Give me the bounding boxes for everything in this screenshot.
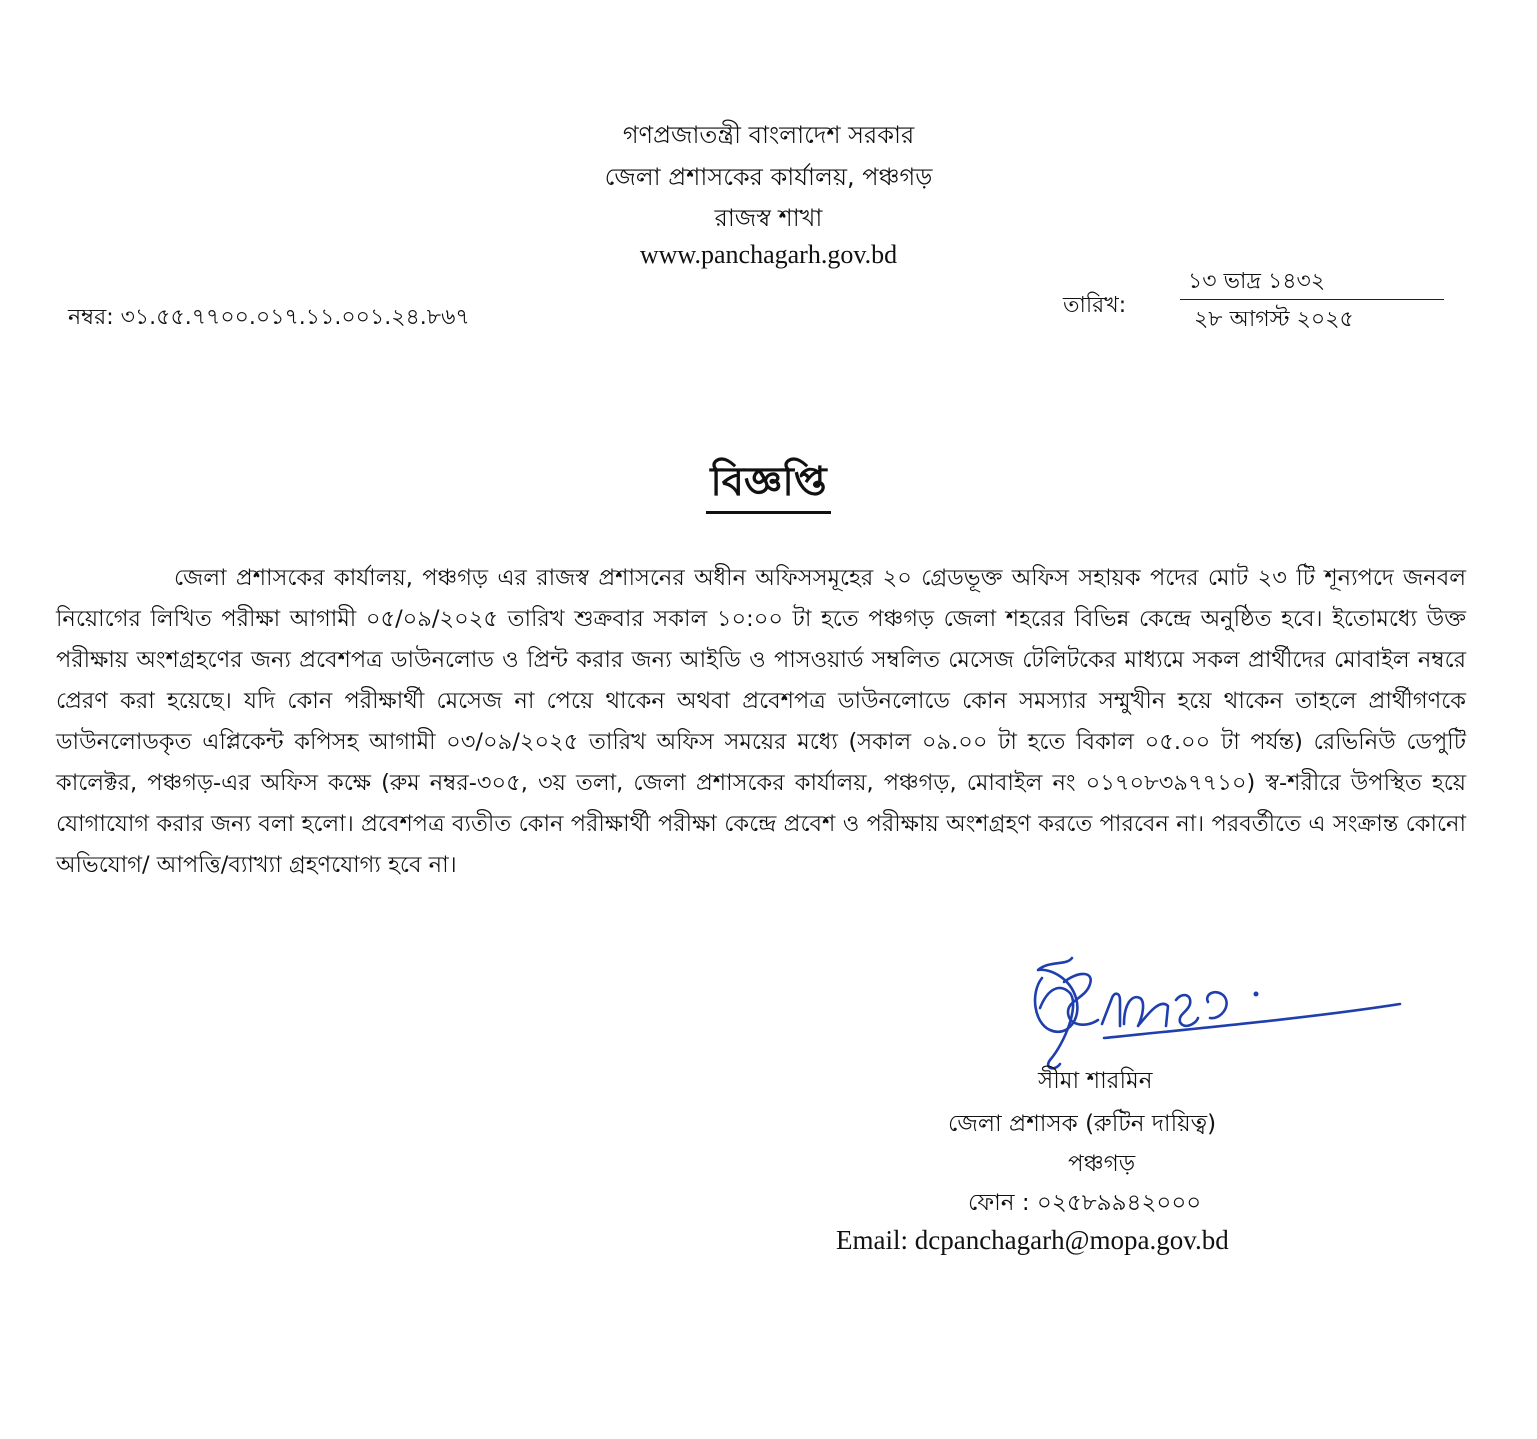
office-title: জেলা প্রশাসকের কার্যালয়, পঞ্চগড় <box>604 163 933 191</box>
handwritten-signature <box>1020 948 1420 1078</box>
date-block <box>1180 265 1444 340</box>
branch-title: রাজস্ব শাখা <box>714 204 823 232</box>
signatory-email[interactable]: Email: dcpanchagarh@mopa.gov.bd <box>836 1225 1229 1255</box>
notice-title-text: বিজ্ঞপ্তি <box>706 455 830 514</box>
date-label: তারিখ: <box>1063 293 1127 318</box>
date-bangla: ১৩ ভাদ্র ১৪৩২ <box>1188 269 1326 294</box>
government-title: গণপ্রজাতন্ত্রী বাংলাদেশ সরকার <box>622 121 915 149</box>
notice-body: জেলা প্রশাসকের কার্যালয়, পঞ্চগড় এর রাজস্ব প্রশাসনের অধীন অফিসসমূহের ২০ গ্রেডভূক্ত অফিস সহায়ক পদের মোট ২৩ টি শূন্যপদে জনবল নিয়োগের লিখিত পরীক্ষা আগামী ০৫/০৯/২০২৫ তারিখ শুক্রবার সকাল ১০:০০ টা হতে পঞ্চগড় জেলা শহরের বিভিন্ন কেন্দ্রে অনুষ্ঠিত হবে। ইতোমধ্যে উক্ত পরীক্ষায় অংশগ্রহণের জন্য প্রবেশপত্র ডাউনলোড ও প্রিন্ট করার জন্য আইডি ও পাসওয়ার্ড সম্বলিত মেসেজ টেলিটকের মাধ্যমে সকল প্রার্থীদের মোবাইল নম্বরে প্রেরণ করা হয়েছে। যদি কোন পরীক্ষার্থী মেসেজ না পেয়ে থাকেন অথবা প্রবেশপত্র ডাউনলোডে কোন সমস্যার সম্মুখীন হয়ে থাকেন তাহলে প্রার্থীগণকে ডাউনলোডকৃত এপ্লিকেন্ট কপিসহ আগামী ০৩/০৯/২০২৫ তারিখ অফিস সময়ের মধ্যে (সকাল ০৯.০০ টা হতে বিকাল ০৫.০০ টা পর্যন্ত) রেভিনিউ ডেপুটি কালেক্টর, পঞ্চগড়-এর অফিস কক্ষে (রুম নম্বর-৩০৫, ৩য় তলা, জেলা প্রশাসকের কার্যালয়, পঞ্চগড়, মোবাইল নং ০১৭০৮৩৯৭৭১০) স্ব-শরীরে উপস্থিত হয়ে যোগাযোগ করার জন্য বলা হলো। প্রবেশপত্র ব্যতীত কোন পরীক্ষার্থী পরীক্ষা কেন্দ্রে প্রবেশ ও পরীক্ষায় অংশগ্রহণ করতে পারবেন না। পরবর্তীতে এ সংক্রান্ত কোনো অভিযোগ/ আপত্তি/ব্যাখ্যা গ্রহণযোগ্য হবে না। <box>56 565 1466 878</box>
signatory-name: সীমা শারমিন <box>1038 1068 1153 1094</box>
memo-number: নম্বর: ৩১.৫৫.৭৭০০.০১৭.১১.০০১.২৪.৮৬৭ <box>68 305 470 330</box>
date-english: ২৮ আগস্ট ২০২৫ <box>1194 307 1354 332</box>
signatory-district: পঞ্চগড় <box>1068 1151 1136 1177</box>
website-link[interactable]: www.panchagarh.gov.bd <box>639 240 898 269</box>
signatory-phone: ফোন : ০২৫৮৯৯৪২০০০ <box>968 1190 1202 1216</box>
notice-title <box>0 455 1537 514</box>
signatory-designation: জেলা প্রশাসক (রুটিন দায়িত্ব) <box>948 1111 1217 1137</box>
